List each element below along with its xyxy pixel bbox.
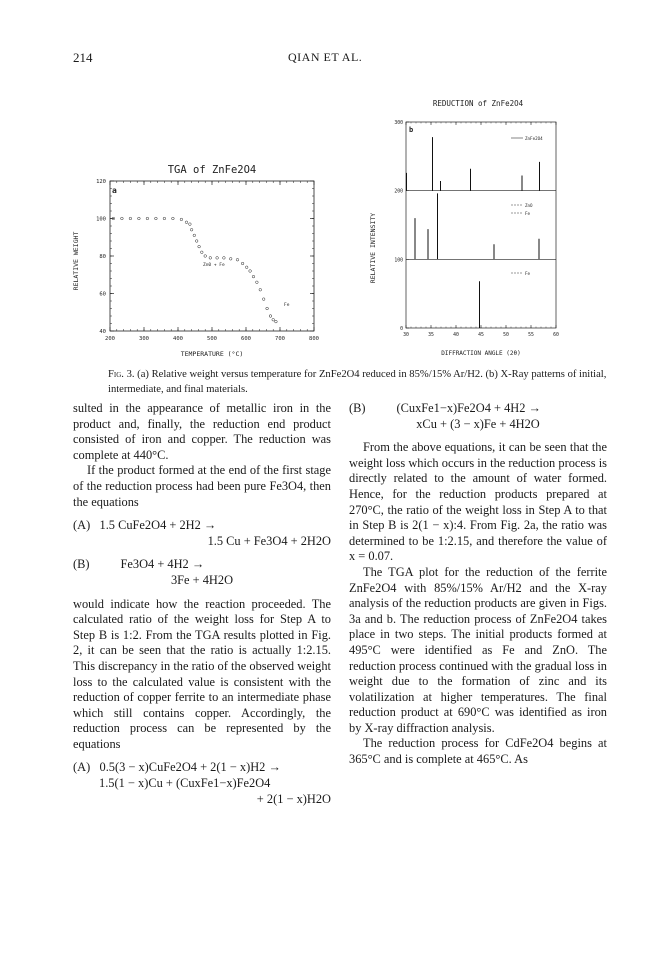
figure-a-title: TGA of ZnFe2O4 — [167, 164, 257, 176]
figure-a-data-point — [155, 217, 158, 220]
figure-b-xtick-label: 35 — [428, 333, 434, 338]
figure-b-legend-mid-1: ZnO — [525, 203, 533, 208]
figure-a-ytick-label: 100 — [96, 216, 106, 223]
equation-b-line-1: (B) Fe3O4 + 4H2 → — [73, 557, 205, 572]
figure-b-xrd-plot — [368, 96, 568, 358]
figure-b-peaks — [406, 137, 556, 328]
figure-a-data-point — [216, 257, 219, 260]
figure-a-data-point — [204, 255, 207, 258]
figure-a-data-point — [245, 266, 248, 269]
figure-a-data-point — [163, 217, 166, 220]
right-paragraph-2: The TGA plot for the reduction of the ferrite ZnFe2O4 with 85%/15% Ar/H2 and the X-ray analysis of the reduction products are given in Figs. 3a and b. The reduction process of ZnFe2O4 takes place in two steps. The initial products formed at 495°C were identified as Fe and ZnO. The reduction process continued with the gradual loss in weight due to the formation of zinc and its volatilization at higher temperatures. The final reduction product at 690°C was identified as iron by X-ray diffraction analysis. — [349, 564, 607, 735]
figure-a-xtick-label: 700 — [275, 336, 285, 342]
figure-a-ytick-label: 40 — [99, 329, 106, 335]
figure-a-data-point — [269, 315, 272, 318]
left-paragraph-3: would indicate how the reaction proceeded. The calculated ratio of the weight loss for Step A to Step B is 1:2. From the TGA results plotted in Fig. 2, it can be seen that the ratio is actually 1:2.15. This discrepancy in the ratio of the observed weight loss to the calculated value is consistent with the reduction of copper ferrite to an intermediate phase which still contains copper. Accordingly, the reduction process can be represented by the equations — [73, 596, 331, 751]
figure-b-xtick-label: 55 — [528, 333, 534, 338]
figure-b-ytick-label: 200 — [394, 189, 403, 195]
running-head: QIAN ET AL. — [288, 50, 363, 64]
figure-caption-text: (a) Relative weight versus temperature for ZnFe2O4 reduced in 85%/15% Ar/H2. (b) X-Ray patterns of initial, intermediate, and final materials. — [108, 369, 607, 395]
figure-a-xlabel: TEMPERATURE (°C) — [180, 350, 244, 358]
figure-a-data-point — [190, 228, 193, 231]
figure-b-legend-mid-2: Fe — [525, 211, 531, 216]
figure-a-data-point — [138, 217, 141, 220]
figure-a-panel-label: a — [112, 186, 117, 195]
left-paragraph-2: If the product formed at the end of the first stage of the reduction process had been pure Fe3O4, then the equations — [73, 463, 331, 509]
figure-a-xtick-label: 200 — [105, 336, 115, 342]
equation-b-line-2: 3Fe + 4H2O — [170, 572, 234, 587]
figure-a-ylabel: RELATIVE WEIGHT — [72, 231, 80, 291]
figure-a-xtick-label: 600 — [241, 336, 251, 342]
figure-a-annotation-mid: Zn0 + Fe — [203, 263, 225, 268]
figure-a-data-point — [193, 234, 196, 237]
figure-a-data-point — [195, 240, 198, 243]
equation-a-line-1: (A) 1.5 CuFe2O4 + 2H2 → — [73, 518, 217, 533]
right-column — [349, 401, 607, 768]
figure-b-xtick-label: 30 — [403, 333, 409, 338]
figure-b-ytick-label: 0 — [400, 327, 403, 332]
figure-a-data-points — [112, 217, 277, 323]
equation-c-line-2: 1.5(1 − x)Cu + (CuxFe1−x)Fe2O4 — [99, 776, 271, 791]
figure-a-xtick-label: 400 — [173, 336, 183, 342]
figure-a-data-point — [146, 217, 149, 220]
figure-b-xtick-label: 40 — [453, 333, 459, 338]
figure-b-axes — [394, 120, 559, 338]
left-paragraph-1: sulted in the appearance of metallic iron in the product and, finally, the reduction end product consisted of iron and copper. The reduction was complete at 440°C. — [73, 401, 331, 462]
figure-a-data-point — [189, 223, 192, 226]
equation-d-line-1: (B) (CuxFe1−x)Fe2O4 + 4H2 → — [349, 401, 541, 415]
figure-a-ytick-label: 60 — [99, 291, 106, 298]
figure-b-frame — [406, 122, 556, 328]
figure-a-data-point — [252, 275, 255, 278]
figure-b-xtick-label: 45 — [478, 333, 484, 338]
figure-a-data-point — [236, 258, 239, 261]
figure-a-ytick-label: 80 — [99, 254, 106, 260]
figure-caption — [108, 367, 608, 397]
equation-c-line-3: + 2(1 − x)H2O — [256, 791, 331, 806]
figure-b-xlabel: DIFFRACTION ANGLE (2θ) — [441, 350, 521, 357]
figure-b-panel-label: b — [409, 126, 414, 134]
page-number: 214 — [73, 50, 93, 65]
figure-a-data-point — [185, 221, 188, 224]
figure-b-title: REDUCTION of ZnFe2O4 — [432, 99, 524, 108]
figure-b-ytick-label: 100 — [394, 258, 403, 264]
figure-a-xtick-label: 500 — [207, 336, 217, 342]
equation-c-line-1: (A) 0.5(3 − x)CuFe2O4 + 2(1 − x)H2 → — [73, 760, 281, 775]
figure-a-data-point — [249, 270, 252, 273]
figure-b-xtick-label: 50 — [503, 333, 509, 338]
figure-a-frame — [110, 181, 314, 331]
right-paragraph-1: From the above equations, it can be seen that the weight loss which occurs in the reduction process is directly related to the amount of water formed. Hence, for the reduction products prepared at 270°C, the ratio of the weight loss in Step A to that in Step B is 2(1 − x):4. From Fig. 2a, the ratio was determined to be 1:2.15, and therefore the value of x = 0.07. — [349, 440, 607, 564]
right-paragraph-3: The reduction process for CdFe2O4 begins at 365°C and is complete at 465°C. As — [349, 736, 607, 767]
figure-a-data-point — [266, 307, 269, 310]
figure-a-data-point — [229, 258, 232, 261]
figure-a-xtick-label: 800 — [309, 336, 319, 342]
figure-a-data-point — [262, 298, 265, 301]
figure-a-data-point — [172, 217, 175, 220]
figure-a-data-point — [180, 218, 183, 221]
figure-b-legend-top: ZnFe2O4 — [525, 136, 543, 141]
figure-a-ytick-label: 120 — [96, 179, 106, 185]
figure-a-data-point — [129, 217, 132, 220]
figure-b-xtick-label: 60 — [553, 333, 559, 338]
figure-b-legend-bottom: Fe — [525, 271, 531, 276]
figure-a-annotation-end: Fe — [284, 303, 290, 308]
equation-d-line-2: xCu + (3 − x)Fe + 4H2O — [416, 416, 540, 431]
equation-a-line-2: 1.5 Cu + Fe3O4 + 2H2O — [207, 533, 331, 548]
figure-a-data-point — [275, 320, 278, 323]
figure-a-data-point — [201, 251, 204, 254]
figure-a-xtick-label: 300 — [139, 336, 149, 342]
figure-a-data-point — [121, 217, 124, 220]
figure-a-tga-plot — [62, 160, 334, 360]
figure-a-data-point — [198, 245, 201, 248]
figure-a-data-point — [223, 257, 226, 260]
left-column — [73, 401, 331, 807]
figure-a-axes — [96, 179, 319, 342]
figure-b-ytick-label: 300 — [394, 121, 403, 126]
figure-caption-label: Fig. 3. — [108, 369, 135, 380]
figure-a-data-point — [241, 262, 244, 265]
figure-a-data-point — [256, 281, 259, 284]
figure-a-data-point — [272, 318, 275, 321]
figure-a-data-point — [209, 257, 212, 260]
figure-b-ylabel: RELATIVE INTENSITY — [369, 212, 377, 284]
figure-a-data-point — [259, 288, 262, 291]
